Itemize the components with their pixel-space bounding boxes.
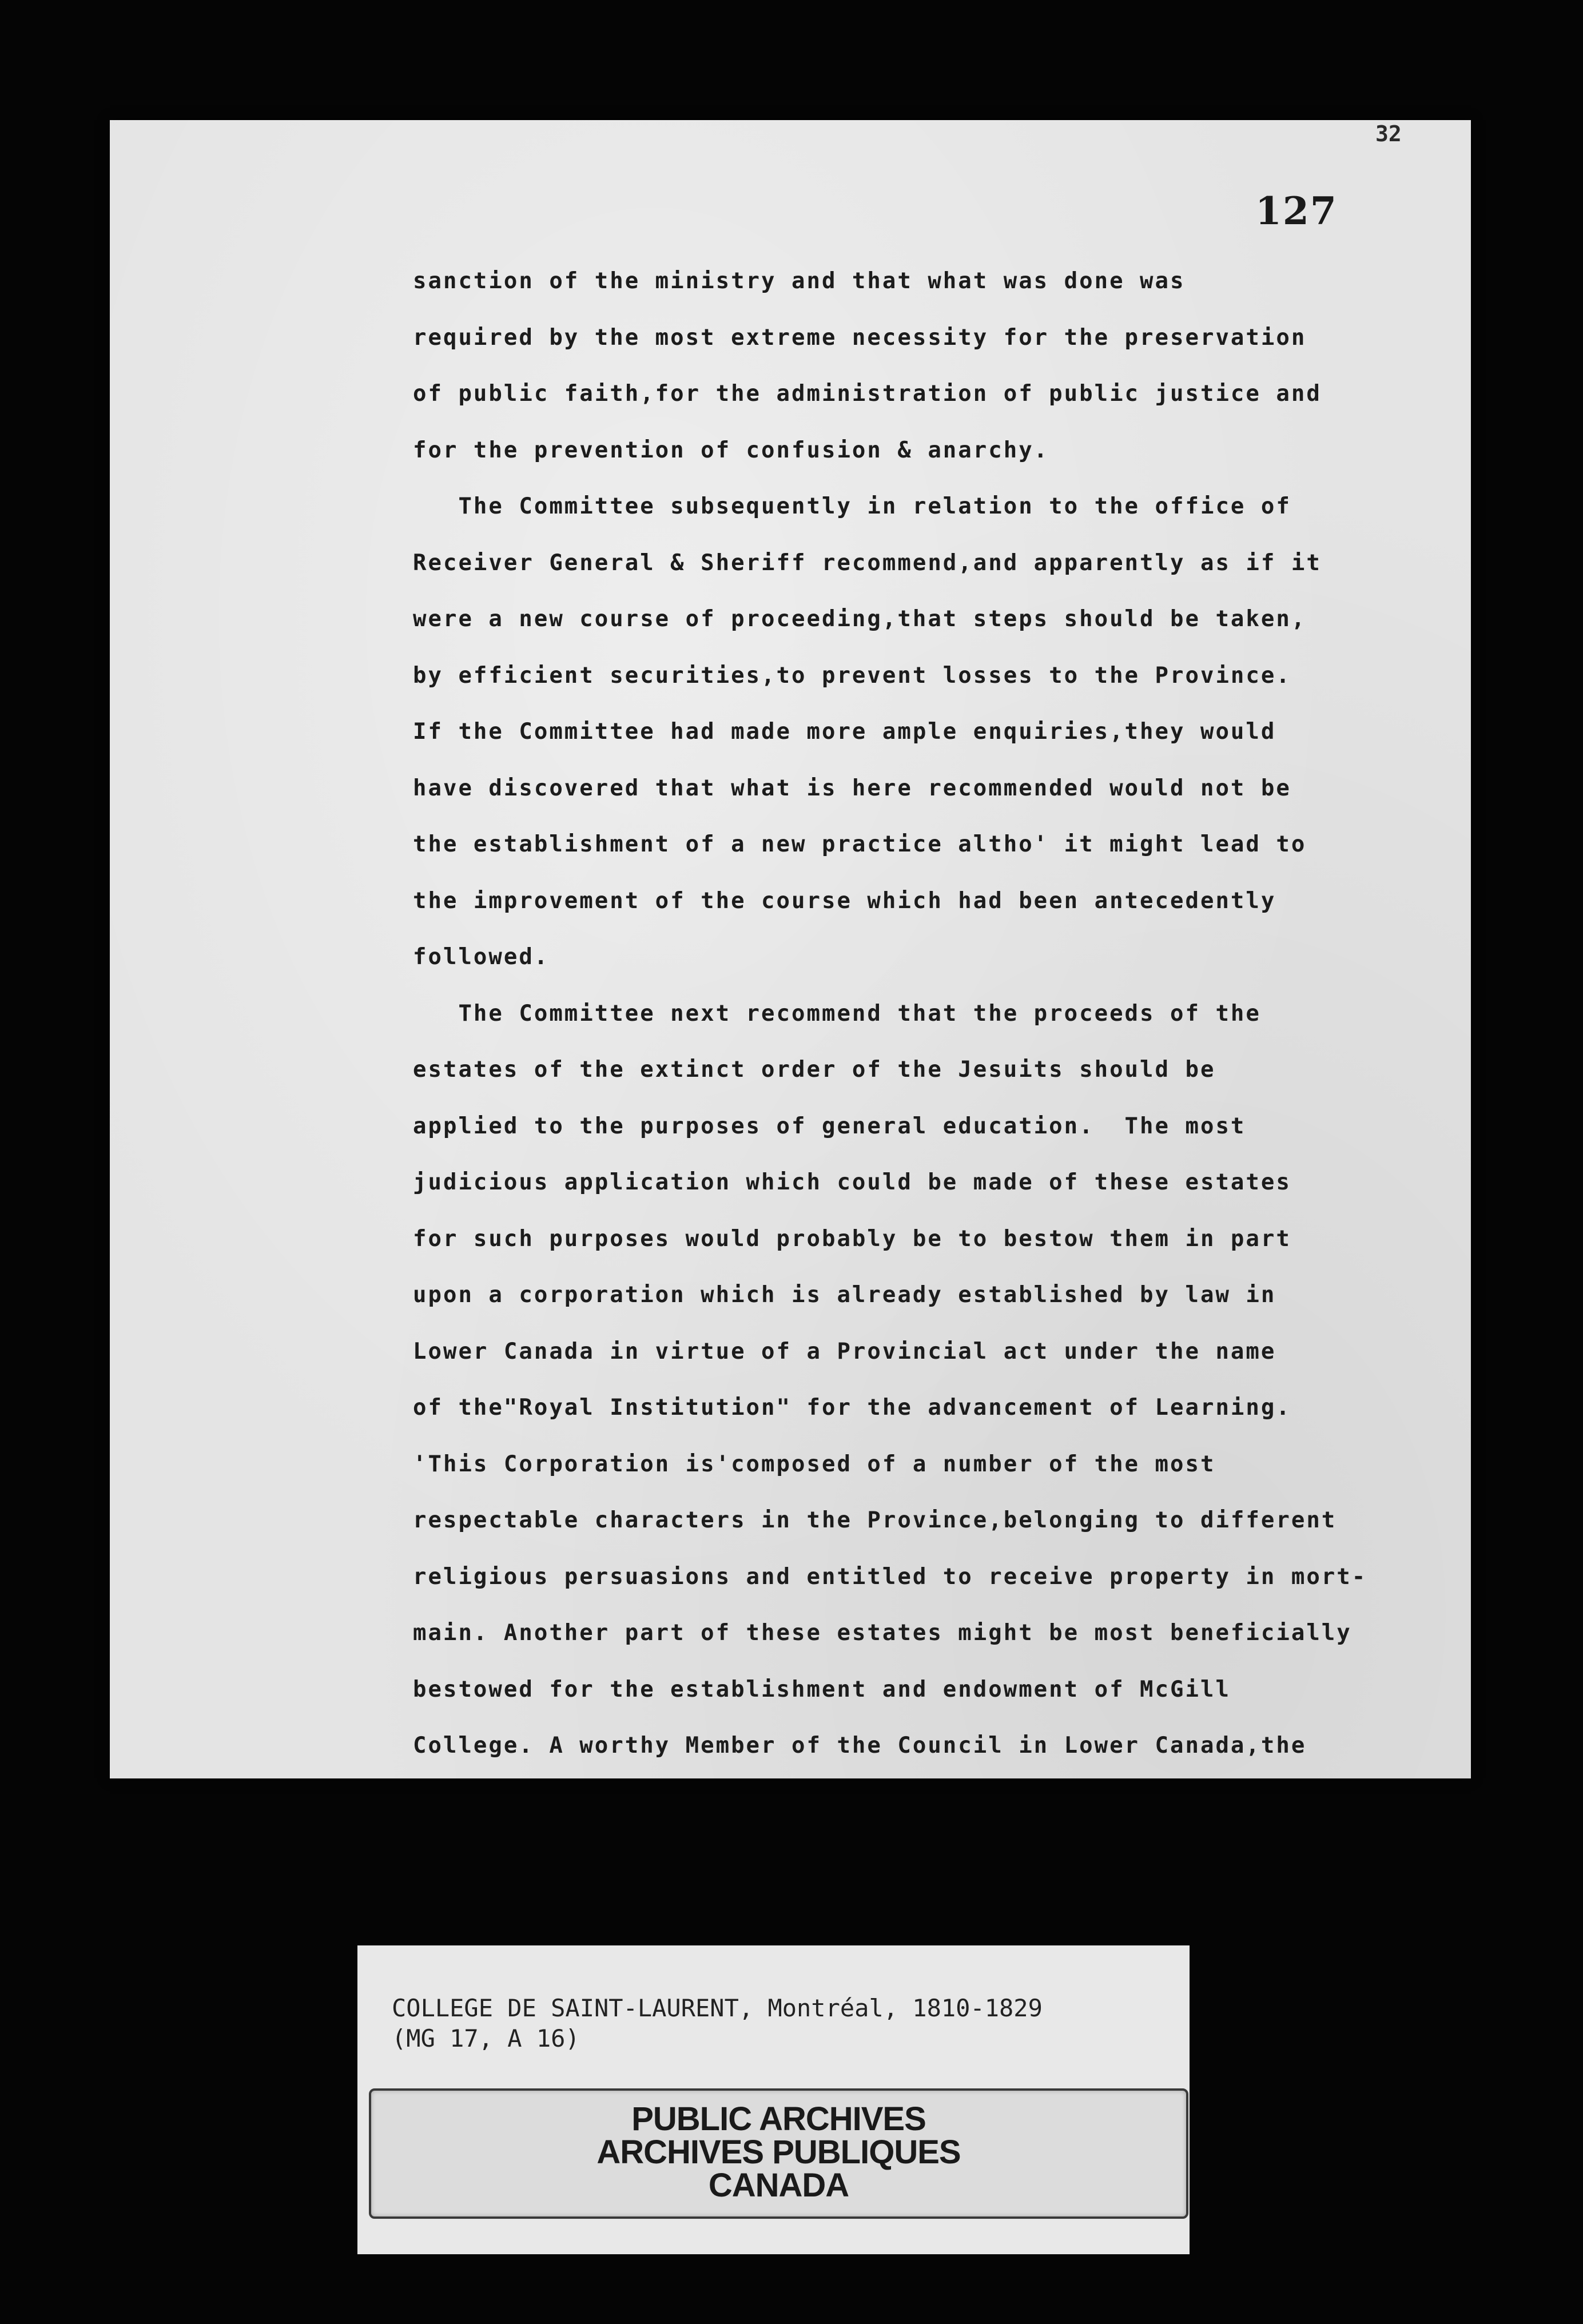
text-line: Receiver General & Sheriff recommend,and apparently as if it [413,550,1322,576]
page-number: 127 [1255,189,1338,233]
text-line: judicious application which could be made of these estates [413,1169,1291,1195]
text-line: College. A worthy Member of the Council in Lower Canada,the [413,1733,1307,1758]
text-line: by efficient securities,to prevent losses to the Province. [413,662,1291,689]
stamp-line: PUBLIC ARCHIVES [631,2100,926,2138]
text-line: estates of the extinct order of the Jesuits should be [413,1057,1216,1083]
text-line: upon a corporation which is already established by law in [413,1282,1276,1308]
collection-title: COLLEGE DE SAINT-LAURENT, Montréal, 1810-1829 [392,1994,1043,2022]
collection-reference: (MG 17, A 16) [392,2024,580,2052]
text-line: respectable characters in the Province,belonging to different [413,1507,1337,1533]
text-line: Lower Canada in virtue of a Provincial act under the name [413,1338,1276,1364]
text-line: of public faith,for the administration of public justice and [413,381,1322,407]
text-line: the improvement of the course which had been antecedently [413,888,1276,914]
stamp-line: ARCHIVES PUBLIQUES [596,2134,961,2171]
text-line: of the"Royal Institution" for the advancement of Learning. [413,1395,1291,1420]
text-line: main. Another part of these estates might be most beneficially [413,1620,1352,1646]
text-line: If the Committee had made more ample enquiries,they would [413,719,1276,745]
archive-catalog-card [357,1945,1190,2254]
text-line: followed. [413,944,550,970]
text-line: for the prevention of confusion & anarchy. [413,437,1049,463]
text-line: have discovered that what is here recommended would not be [413,775,1291,801]
text-line: sanction of the ministry and that what was done was [413,268,1186,294]
text-line: required by the most extreme necessity for the preservation [413,324,1307,351]
text-line: religious persuasions and entitled to receive property in mort- [413,1563,1367,1590]
archives-stamp [369,2088,1188,2219]
text-line: bestowed for the establishment and endowment of McGill [413,1676,1231,1702]
text-line: were a new course of proceeding,that steps should be taken, [413,606,1307,632]
text-line: the establishment of a new practice altho' it might lead to [413,831,1307,857]
typescript-body [413,264,1459,1785]
text-line: for such purposes would probably be to bestow them in part [413,1225,1291,1252]
text-line: The Committee next recommend that the proceeds of the [413,1000,1261,1026]
text-line: applied to the purposes of general education. The most [413,1113,1246,1139]
frame-number: 32 [1375,121,1402,146]
text-line: 'This Corporation is'composed of a number of the most [413,1451,1216,1477]
stamp-line: CANADA [708,2167,849,2204]
text-line: The Committee subsequently in relation to the office of [413,494,1291,519]
